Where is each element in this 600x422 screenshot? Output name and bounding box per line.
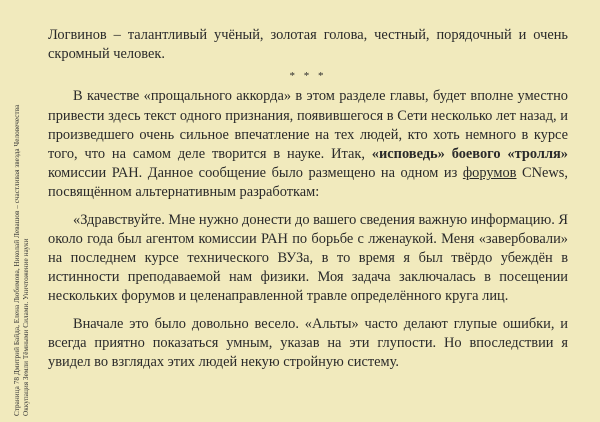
page-sidebar bbox=[0, 0, 44, 422]
troll-confession-phrase: «исповедь» боевого «тролля» bbox=[371, 146, 568, 163]
paragraph-beginning: Вначале это было довольно весело. «Альты» часто делают глупые ошибки, и всегда приятно показаться умным, указав на эти глупости. Но впоследствии я увидел во взглядах этих людей некую стройную систему. bbox=[48, 315, 568, 371]
paragraph-text: комиссии РАН. Данное сообщение было размещено на одном из bbox=[48, 165, 463, 182]
intro-paragraph: Логвинов – талантливый учёный, золотая голова, честный, порядочный и очень скромный человек. bbox=[48, 27, 568, 63]
section-separator: * * * bbox=[289, 70, 327, 83]
paragraph-text: CNews, посвящённом альтернативным разработкам: bbox=[48, 165, 568, 201]
document-body bbox=[48, 26, 568, 372]
paragraph-text: В качестве «прощального аккорда» в этом разделе главы, будет вполне уместно привести здесь текст одного признания, появившегося в Сети несколько лет назад, и произведшего очень сильное впечатление на тех людей, кто хоть немного в курсе того, что на самом деле творится в науке. Итак, bbox=[48, 88, 568, 163]
paragraph-confession: «Здравствуйте. Мне нужно донести до вашего сведения важную информацию. Я около года был агентом комиссии РАН по борьбе с лженаукой. Меня «завербовали» на последнем курсе технического ВУЗа, в то время я был твёрдо убеждён в истинности преподаваемой нам физики. Моя задача заключалась в посещении нескольких форумов и целенаправленной травле определённого круга лиц. bbox=[48, 211, 568, 305]
forums-link[interactable]: форумов bbox=[462, 165, 517, 182]
sidebar-subheader-line: Оккупация Земли Тёмными Силами. Уничтожение науки bbox=[22, 238, 30, 416]
paragraph-farewell-chord bbox=[48, 87, 568, 202]
sidebar-header-line: Страница 78 Дмитрий Байда, Елена Любимова, Николай Левашов – счастливая звезда Человечества bbox=[13, 104, 21, 416]
